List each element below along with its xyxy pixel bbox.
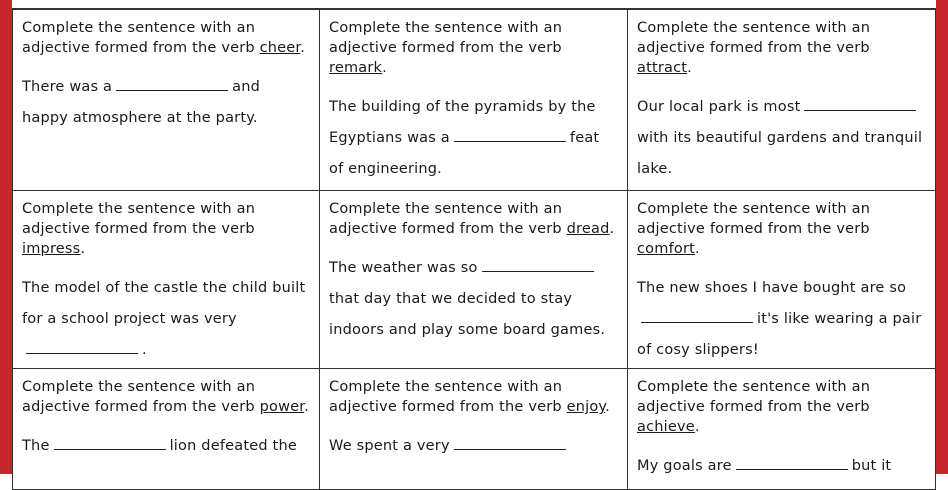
- question-card: [320, 191, 628, 369]
- answer-blank[interactable]: [26, 343, 138, 354]
- question-card: [628, 10, 936, 191]
- instruction-text: Complete the sentence with an adjective formed from the verb: [22, 201, 256, 237]
- card-sentence: [22, 273, 310, 366]
- answer-blank[interactable]: [54, 439, 166, 450]
- sentence-start: My goals are: [637, 458, 732, 474]
- sentence-start: Our local park is most: [637, 99, 801, 115]
- instruction-text: Complete the sentence with an adjective formed from the verb: [22, 20, 256, 56]
- card-instruction: Complete the sentence with an adjective formed from the verb attract.: [637, 20, 871, 76]
- sentence-end: lion defeated the: [169, 438, 297, 454]
- card-sentence: [637, 92, 926, 185]
- card-instruction: Complete the sentence with an adjective formed from the verb dread.: [329, 201, 615, 237]
- instruction-text: Complete the sentence with an adjective formed from the verb: [637, 20, 871, 56]
- instruction-text: Complete the sentence with an adjective formed from the verb: [637, 201, 871, 237]
- verb-word: enjoy: [566, 399, 606, 415]
- verb-word: power: [259, 399, 305, 415]
- card-sentence: [637, 273, 926, 366]
- left-border: [0, 0, 12, 474]
- question-card: [12, 369, 320, 490]
- answer-blank[interactable]: [454, 131, 566, 142]
- card-instruction: Complete the sentence with an adjective formed from the verb cheer.: [22, 20, 306, 56]
- instruction-text: Complete the sentence with an adjective formed from the verb: [329, 20, 563, 56]
- sentence-end: feat of engineering.: [329, 130, 600, 177]
- instruction-text: Complete the sentence with an adjective formed from the verb: [22, 379, 256, 415]
- card-instruction: Complete the sentence with an adjective formed from the verb impress.: [22, 201, 256, 257]
- verb-word: achieve: [637, 419, 695, 435]
- sentence-end: that day that we decided to stay indoors and play some board games.: [329, 291, 606, 338]
- card-instruction: Complete the sentence with an adjective formed from the verb remark.: [329, 20, 563, 76]
- question-card: [320, 369, 628, 490]
- sentence-end: .: [142, 342, 147, 358]
- answer-blank[interactable]: [641, 312, 753, 323]
- answer-blank[interactable]: [736, 459, 848, 470]
- instruction-text: Complete the sentence with an adjective formed from the verb: [329, 201, 563, 237]
- answer-blank[interactable]: [454, 439, 566, 450]
- verb-word: impress: [22, 241, 81, 257]
- sentence-start: The building of the pyramids by the Egyptians was a: [329, 99, 596, 146]
- verb-word: cheer: [259, 40, 301, 56]
- sentence-end: with its beautiful gardens and tranquil lake.: [637, 130, 923, 177]
- sentence-start: The new shoes I have bought are so: [637, 280, 907, 296]
- card-sentence: [329, 92, 618, 185]
- card-instruction: Complete the sentence with an adjective formed from the verb enjoy.: [329, 379, 610, 415]
- verb-word: attract: [637, 60, 688, 76]
- sentence-start: We spent a very: [329, 438, 450, 454]
- sentence-end: but it: [851, 458, 892, 474]
- question-card: [12, 191, 320, 369]
- question-card: [12, 10, 320, 191]
- sentence-end: and happy atmosphere at the party.: [22, 79, 261, 126]
- answer-blank[interactable]: [116, 80, 228, 91]
- card-grid: [12, 8, 936, 490]
- card-sentence: [329, 253, 618, 346]
- card-sentence: [22, 72, 310, 134]
- card-sentence: [637, 451, 926, 482]
- instruction-text: Complete the sentence with an adjective formed from the verb: [329, 379, 563, 415]
- question-card: [320, 10, 628, 191]
- card-instruction: Complete the sentence with an adjective formed from the verb comfort.: [637, 201, 871, 257]
- question-card: [628, 191, 936, 369]
- sentence-start: The model of the castle the child built for a school project was very: [22, 280, 306, 327]
- instruction-text: Complete the sentence with an adjective formed from the verb: [637, 379, 871, 415]
- sentence-start: There was a: [22, 79, 113, 95]
- card-instruction: Complete the sentence with an adjective formed from the verb achieve.: [637, 379, 871, 435]
- answer-blank[interactable]: [482, 261, 594, 272]
- sentence-start: The: [22, 438, 50, 454]
- answer-blank[interactable]: [804, 100, 916, 111]
- verb-word: dread: [566, 221, 610, 237]
- sentence-start: The weather was so: [329, 260, 478, 276]
- verb-word: remark: [329, 60, 383, 76]
- sentence-end: it's like wearing a pair of cosy slippers!: [637, 311, 922, 358]
- verb-word: comfort: [637, 241, 695, 257]
- card-instruction: Complete the sentence with an adjective formed from the verb power.: [22, 379, 309, 415]
- right-border: [936, 0, 948, 474]
- card-sentence: [22, 431, 310, 462]
- card-sentence: [329, 431, 618, 462]
- question-card: [628, 369, 936, 490]
